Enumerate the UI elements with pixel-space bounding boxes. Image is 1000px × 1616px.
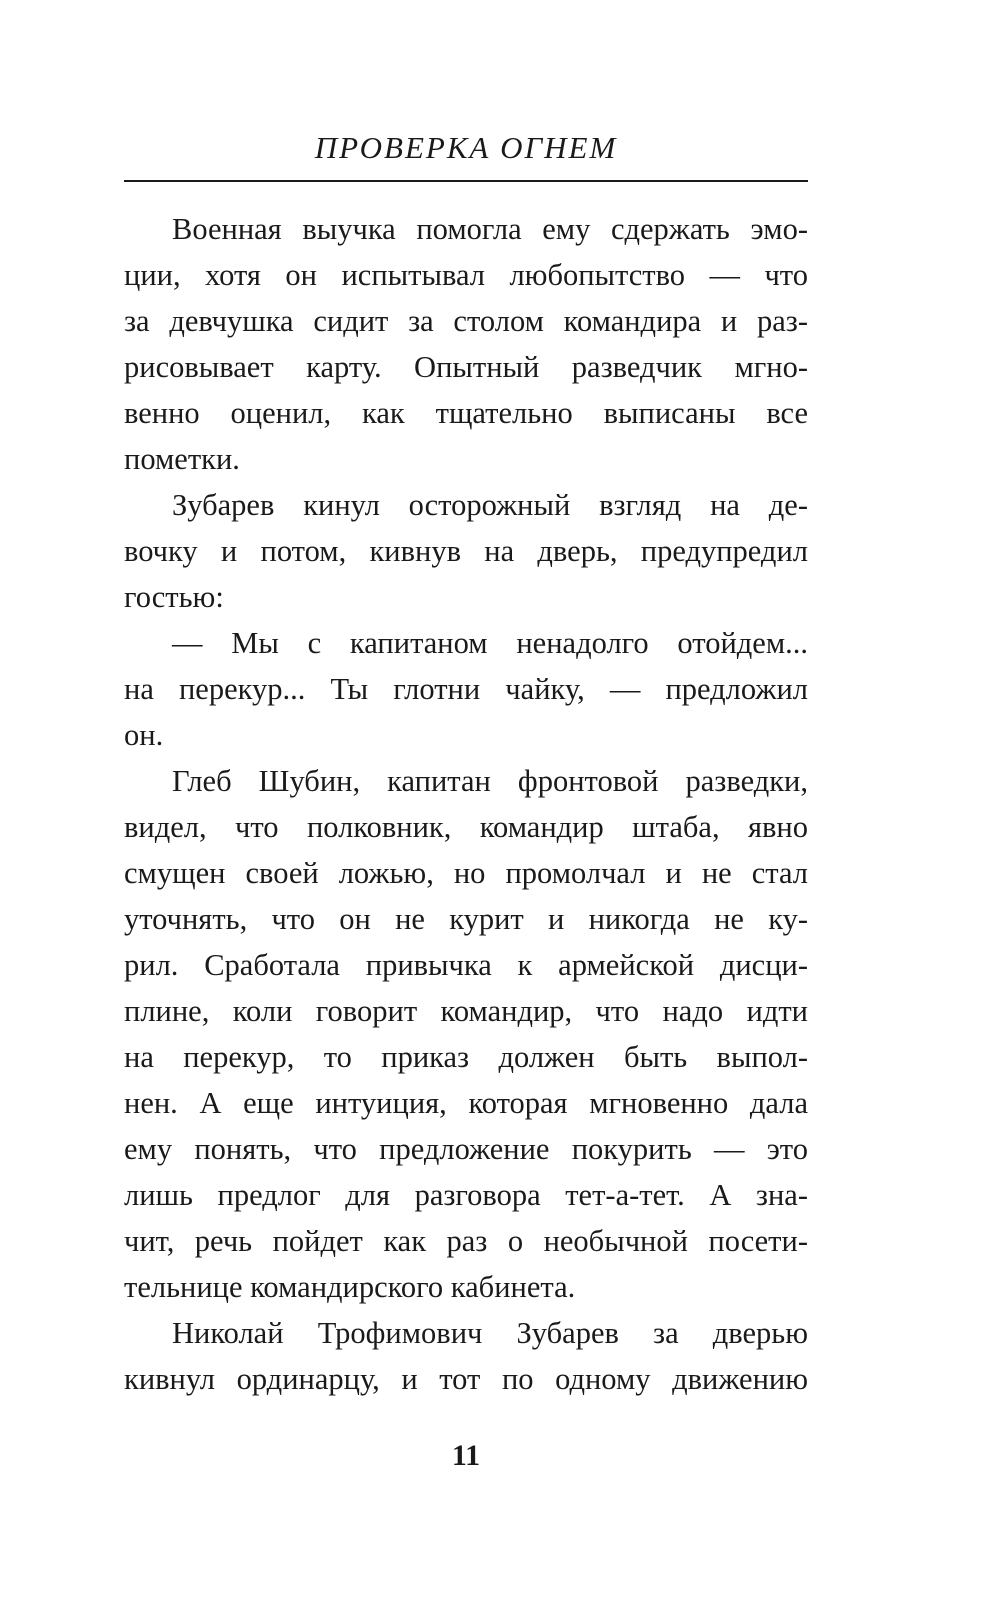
text-line: Глеб Шубин, капитан фронтовой разведки,	[172, 764, 808, 798]
text-line: Военная выучка помогла ему сдержать эмо-	[172, 212, 808, 246]
text-line: чит, речь пойдет как раз о необычной посети-	[124, 1224, 808, 1258]
page-number: 11	[451, 1439, 481, 1472]
text-line: — Мы с капитаном ненадолго отойдем...	[172, 626, 808, 660]
text-line: на перекур... Ты глотни чайку, — предложил	[124, 672, 808, 706]
text-line: на перекур, то приказ должен быть выпол-	[124, 1040, 808, 1074]
text-line: рисовывает карту. Опытный разведчик мгно-	[124, 350, 808, 384]
text-line: ему понять, что предложение покурить — это	[124, 1132, 808, 1166]
text-line: гостью:	[124, 580, 224, 614]
text-line: вочку и потом, кивнув на дверь, предупредил	[124, 534, 808, 568]
text-line: рил. Сработала привычка к армейской дисци-	[124, 948, 808, 982]
text-line: лишь предлог для разговора тет-а-тет. А зна-	[124, 1178, 808, 1212]
text-line: тельнице командирского кабинета.	[124, 1270, 576, 1304]
text-line: Зубарев кинул осторожный взгляд на де-	[172, 488, 808, 522]
text-line: пометки.	[124, 442, 240, 476]
header-rule	[124, 180, 808, 182]
text-line: нен. А еще интуиция, которая мгновенно дала	[124, 1086, 808, 1120]
text-line: венно оценил, как тщательно выписаны все	[124, 396, 808, 430]
text-line: ции, хотя он испытывал любопытство — что	[124, 258, 808, 292]
text-line: кивнул ординарцу, и тот по одному движению	[124, 1362, 808, 1396]
text-line: за девчушка сидит за столом командира и раз-	[124, 304, 808, 338]
body-text	[124, 206, 808, 1402]
text-line: видел, что полковник, командир штаба, явно	[124, 810, 808, 844]
text-line: Николай Трофимович Зубарев за дверью	[172, 1316, 808, 1350]
text-line: уточнять, что он не курит и никогда не ку-	[124, 902, 808, 936]
running-head: ПРОВЕРКА ОГНЕМ	[314, 130, 618, 165]
text-line: смущен своей ложью, но промолчал и не стал	[124, 856, 808, 890]
text-line: плине, коли говорит командир, что надо идти	[124, 994, 808, 1028]
text-line: он.	[124, 718, 164, 752]
